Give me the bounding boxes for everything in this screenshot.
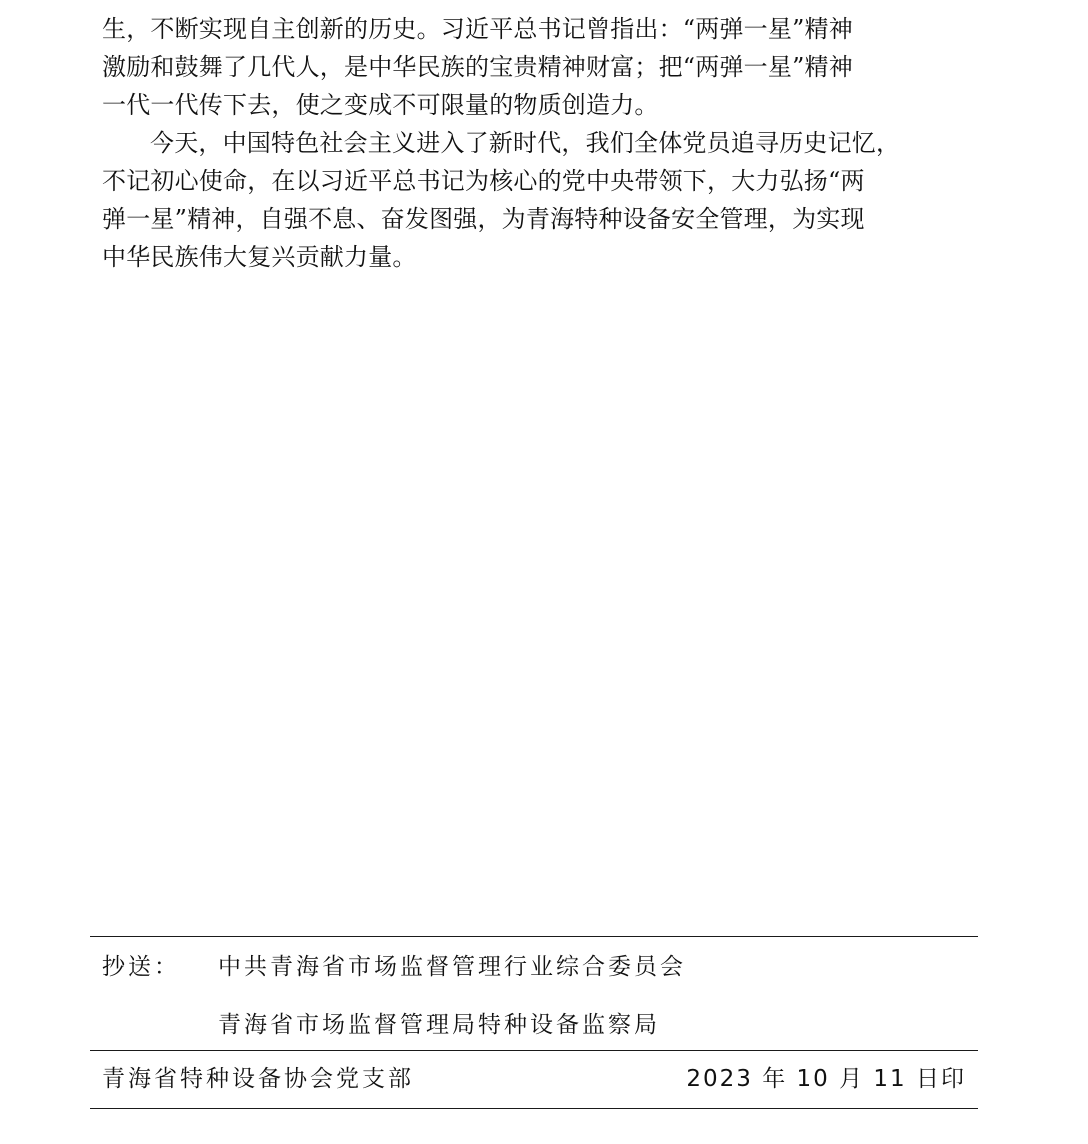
cc-label: 抄送： [102, 954, 180, 980]
footer-top-rule [90, 936, 978, 937]
footer-bottom-rule [90, 1108, 978, 1109]
paragraph-line: 不记初心使命，在以习近平总书记为核心的党中央带领下，大力弘扬“两 [102, 167, 865, 195]
print-date: 2023 年 10 月 11 日印 [686, 1066, 966, 1092]
footer-middle-rule [90, 1050, 978, 1051]
paragraph-line: 今天，中国特色社会主义进入了新时代，我们全体党员追寻历史记忆， [150, 129, 901, 157]
paragraph-line: 生，不断实现自主创新的历史。习近平总书记曾指出：“两弹一星”精神 [102, 15, 853, 43]
cc-recipient: 中共青海省市场监督管理行业综合委员会 [218, 954, 686, 980]
issuer-name: 青海省特种设备协会党支部 [102, 1066, 414, 1092]
paragraph-line: 弹一星”精神，自强不息、奋发图强，为青海特种设备安全管理，为实现 [102, 205, 865, 233]
cc-recipient: 青海省市场监督管理局特种设备监察局 [218, 1012, 660, 1038]
document-footer [90, 936, 978, 1116]
paragraph-line: 中华民族伟大复兴贡献力量。 [102, 243, 417, 271]
document-body [102, 10, 992, 276]
paragraph-line: 一代一代传下去，使之变成不可限量的物质创造力。 [102, 91, 659, 119]
paragraph-line: 激励和鼓舞了几代人，是中华民族的宝贵精神财富；把“两弹一星”精神 [102, 53, 853, 81]
